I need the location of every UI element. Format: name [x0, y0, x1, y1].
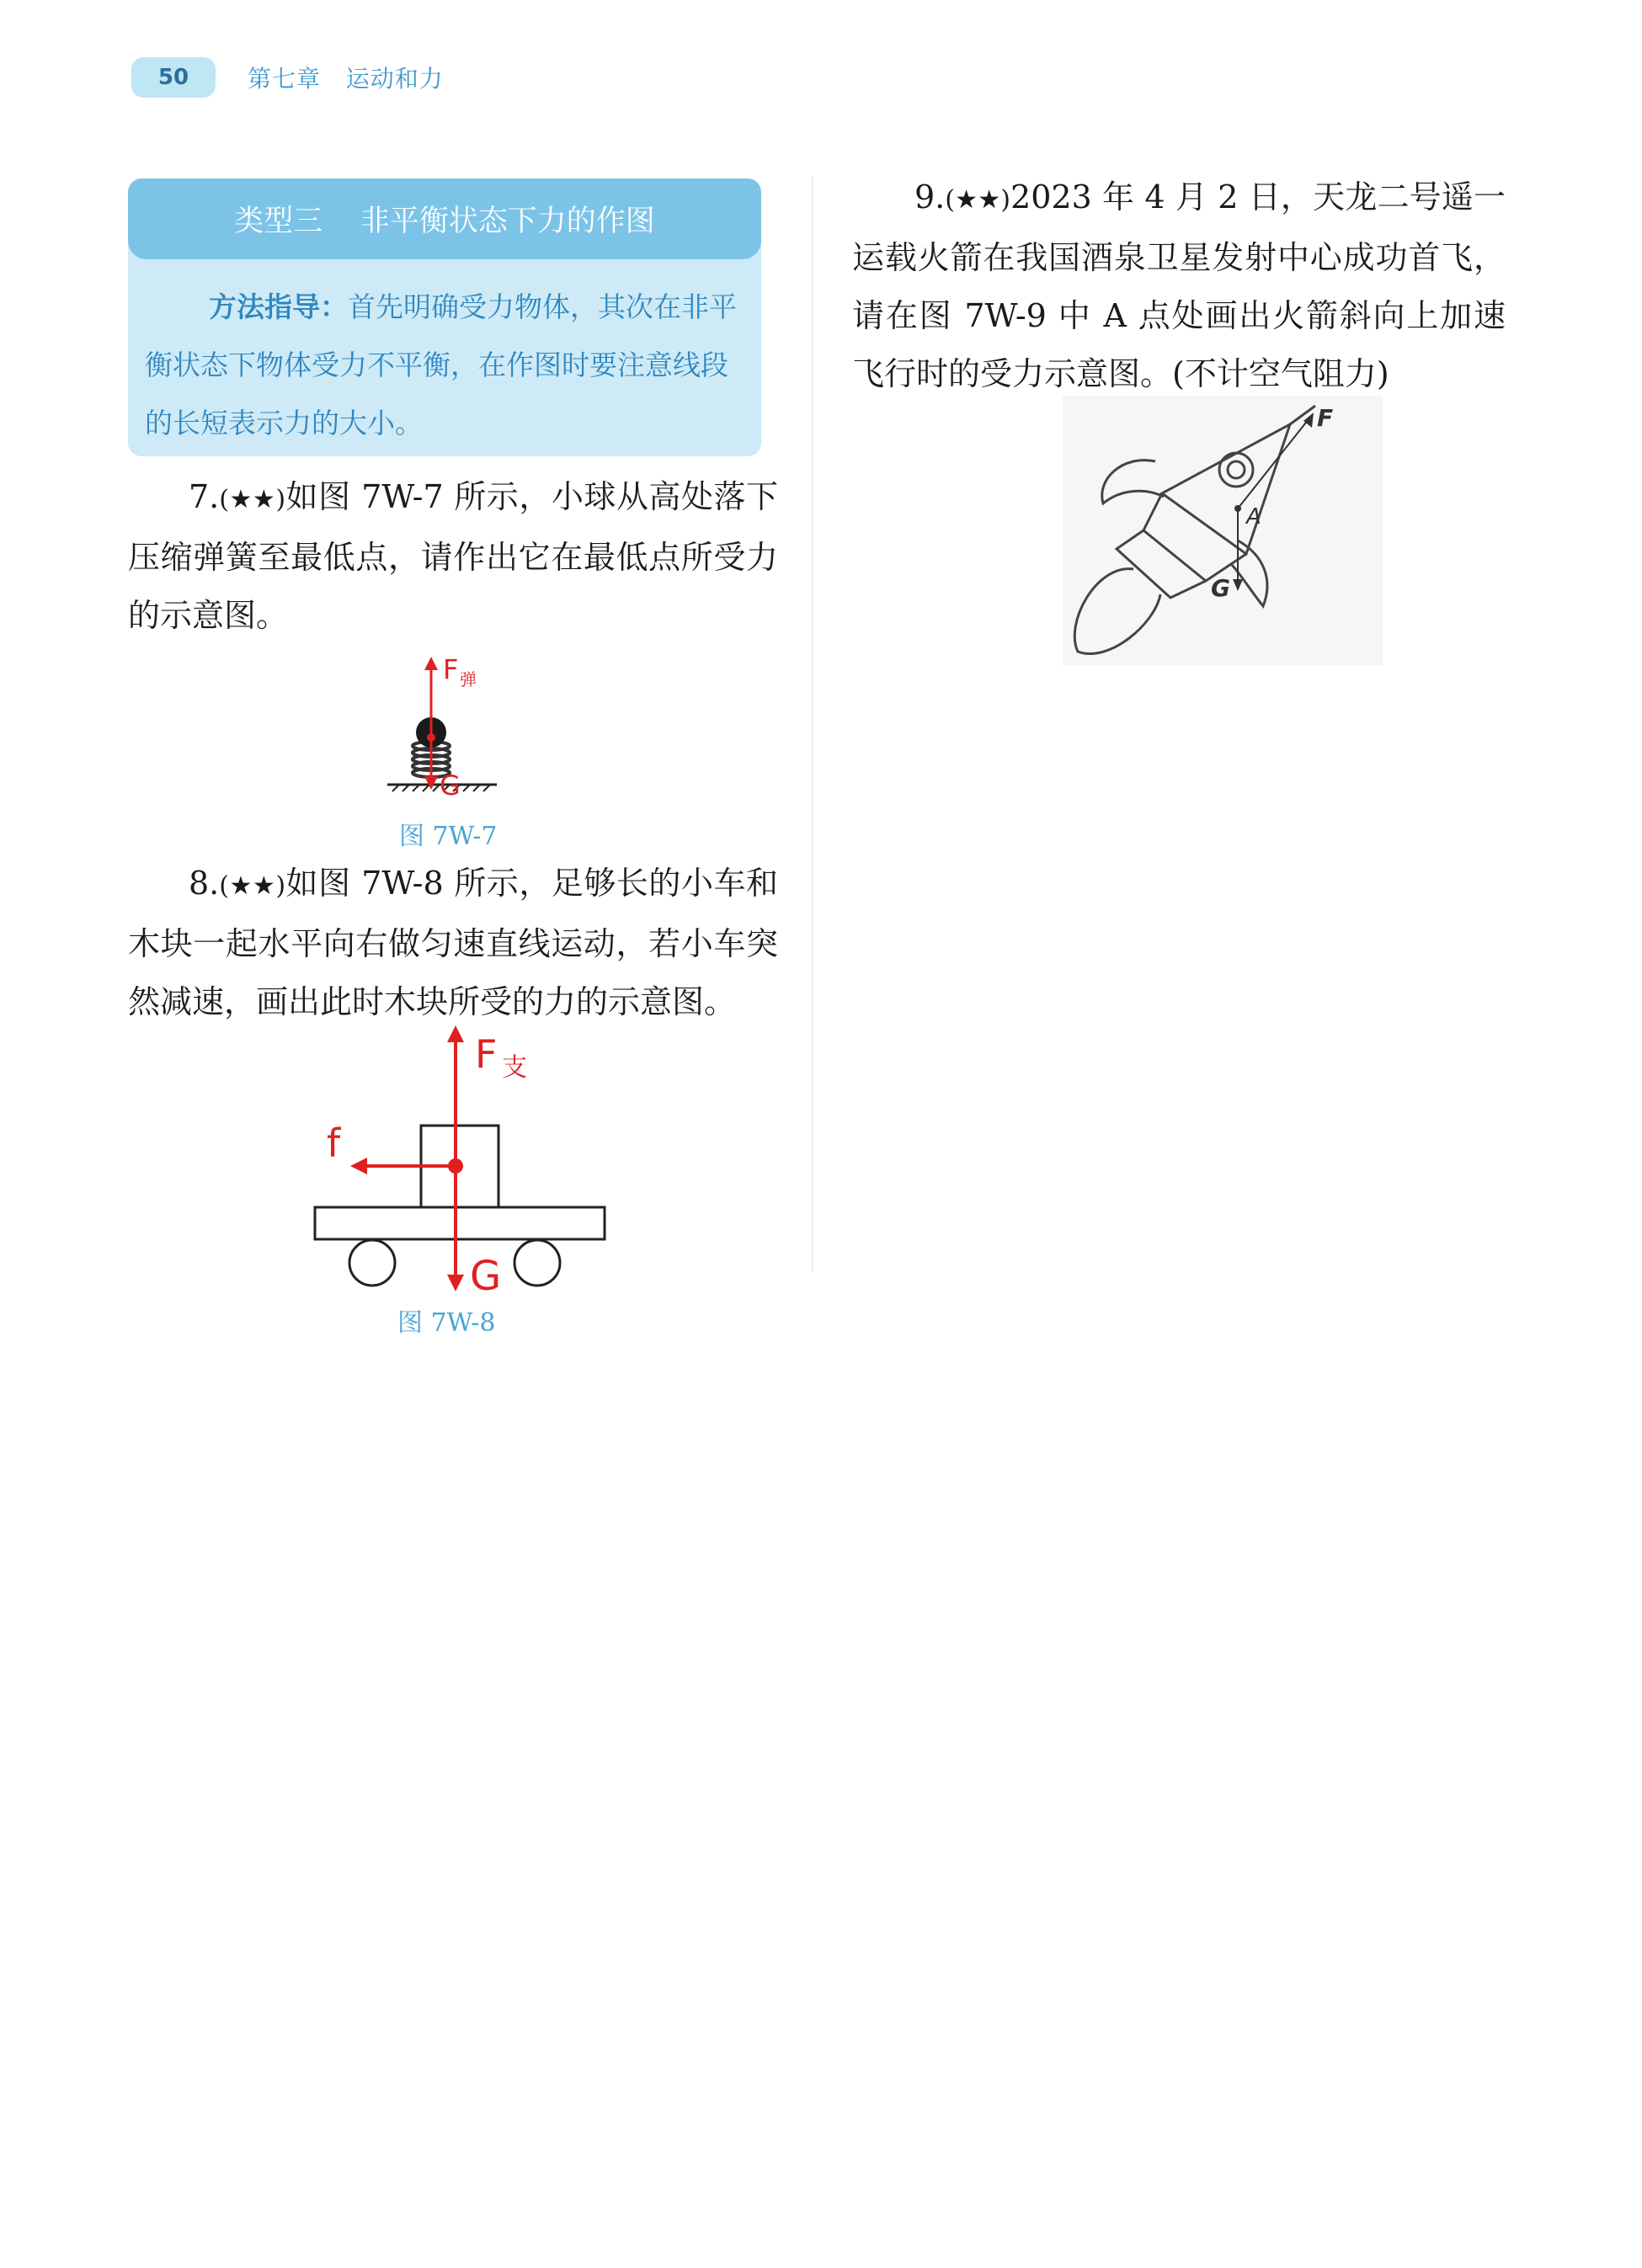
question-9 — [852, 168, 1506, 403]
support-force-label: F — [475, 1031, 498, 1077]
cart-wheel-left — [349, 1240, 395, 1286]
figure-background — [1063, 396, 1383, 665]
question-8 — [128, 854, 778, 1031]
force-origin-dot — [427, 733, 435, 742]
method-guide-box — [128, 178, 761, 456]
figure-7w-9 — [1063, 396, 1383, 665]
thrust-label: F — [1317, 404, 1334, 432]
question-9-number: 9. — [914, 178, 946, 216]
spring-force-label: F — [443, 653, 459, 685]
support-force-subscript: 支 — [502, 1053, 527, 1083]
friction-label: f — [327, 1121, 341, 1166]
cart-body — [315, 1207, 605, 1239]
figure-7w-8 — [303, 1019, 623, 1296]
cart-wheel-right — [514, 1240, 560, 1286]
question-7-number: 7. — [189, 478, 220, 515]
chapter-title: 第七章 运动和力 — [248, 65, 444, 93]
column-divider — [812, 177, 813, 1271]
section-title: 类型三 非平衡状态下力的作图 — [128, 178, 761, 259]
figure-7w-7-caption: 图 7W-7 — [399, 822, 498, 851]
question-8-text: 如图 7W-8 所示，足够长的小车和木块一起水平向右做匀速直线运动，若小车突然减速，画出此时木块所受的力的示意图。 — [128, 865, 778, 1020]
method-text: 首先明确受力物体，其次在非平衡状态下物体受力不平衡，在作图时要注意线段的长短表示力的大小。 — [145, 290, 737, 439]
gravity-label: G — [1211, 574, 1230, 602]
question-9-text: 2023 年 4 月 2 日，天龙二号遥一运载火箭在我国酒泉卫星发射中心成功首飞，请在图 7W-9 中 A 点处画出火箭斜向上加速飞行时的受力示意图。(不计空气阻力) — [852, 178, 1506, 392]
method-guide — [145, 278, 744, 452]
question-8-stars: (★★) — [219, 871, 286, 901]
question-7-text: 如图 7W-7 所示，小球从高处落下压缩弹簧至最低点，请作出它在最低点所受力的示意图。 — [128, 478, 778, 634]
page-number-badge — [131, 57, 216, 98]
page-number: 50 — [157, 65, 189, 90]
question-7-stars: (★★) — [219, 485, 286, 514]
question-7 — [128, 468, 778, 645]
question-8-number: 8. — [189, 865, 220, 902]
figure-7w-7 — [371, 640, 589, 808]
force-origin-dot — [448, 1158, 463, 1174]
point-a-dot — [1234, 505, 1241, 512]
support-force-arrowhead — [447, 1025, 464, 1042]
method-label: 方法指导： — [209, 290, 348, 323]
figure-7w-8-caption: 图 7W-8 — [397, 1308, 496, 1338]
gravity-label: G — [470, 1253, 502, 1296]
friction-arrowhead — [350, 1158, 367, 1174]
gravity-arrowhead — [447, 1275, 464, 1291]
gravity-label: G — [440, 769, 461, 801]
point-a-label: A — [1246, 504, 1261, 530]
spring-force-arrowhead — [424, 657, 438, 670]
question-9-stars: (★★) — [945, 185, 1011, 215]
spring-force-subscript: 弹 — [460, 669, 477, 689]
